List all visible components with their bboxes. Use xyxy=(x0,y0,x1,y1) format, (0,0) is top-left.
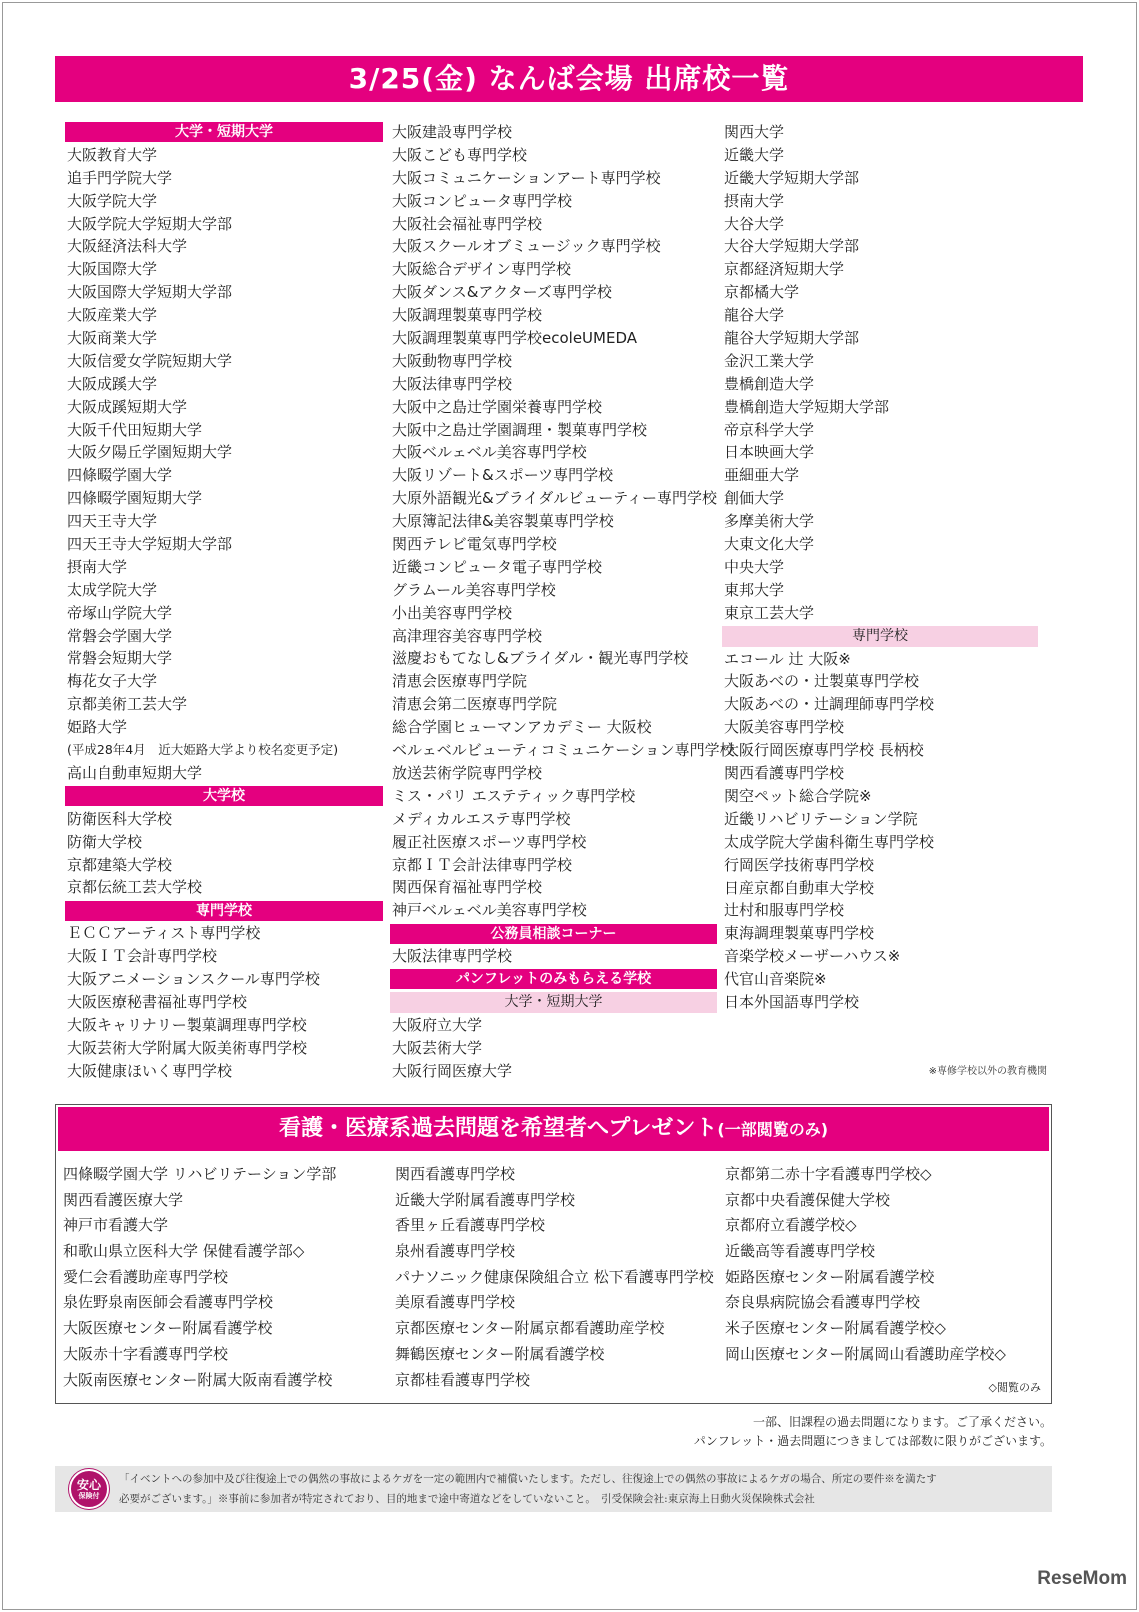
school-list-item: 大阪芸術大学附属大阪美術専門学校 xyxy=(67,1038,308,1057)
past-exams-column-2 xyxy=(395,1162,714,1393)
school-list-item: 大原簿記法律&美容製菓専門学校 xyxy=(392,512,614,531)
school-list-item: 大阪社会福祉専門学校 xyxy=(392,214,543,233)
school-list-item: ミス・パリ エステティック専門学校 xyxy=(392,786,636,805)
school-list-item: 大阪教育大学 xyxy=(67,145,158,164)
school-list-item: 四天王寺大学短期大学部 xyxy=(67,535,233,554)
past-exams-title xyxy=(58,1107,1049,1151)
school-list-item: 大阪美容専門学校 xyxy=(724,718,845,737)
school-list-item: 大阪リゾート&スポーツ専門学校 xyxy=(392,466,614,485)
past-exam-school-item: 大阪医療センター附属看護学校 xyxy=(63,1319,273,1338)
school-list-item: 東京工芸大学 xyxy=(724,603,815,622)
insurance-line-2: 必要がございます。」※事前に参加者が特定されており、目的地まで途中寄道などをしていないこと。 引受保険会社:東京海上日動火災保険株式会社 xyxy=(119,1493,815,1505)
school-list-item: 大阪成蹊短期大学 xyxy=(67,397,188,416)
school-list-item: 金沢工業大学 xyxy=(724,351,815,370)
school-list-item: 大原外語観光&ブライダルビューティー専門学校 xyxy=(392,489,718,508)
school-list-item: 大阪あべの・辻製菓専門学校 xyxy=(724,672,920,691)
school-list-item: 太成学院大学歯科衛生専門学校 xyxy=(724,832,935,851)
school-list-item: 京都伝統工芸大学校 xyxy=(67,878,203,897)
school-list-item: 大阪総合デザイン専門学校 xyxy=(392,260,571,279)
past-exam-school-item: 和歌山県立医科大学 保健看護学部◇ xyxy=(63,1242,305,1261)
school-list-item: 大阪コミュニケーションアート専門学校 xyxy=(392,168,661,187)
badge-top-text: 安心 xyxy=(76,1477,101,1492)
past-exam-school-item: パナソニック健康保険組合立 松下看護専門学校 xyxy=(395,1267,714,1286)
past-exam-school-item: 愛仁会看護助産専門学校 xyxy=(63,1267,229,1286)
school-list-item: 防衛大学校 xyxy=(67,832,143,851)
badge-bottom-text: 保険付 xyxy=(78,1491,100,1500)
school-list-item: グラムール美容専門学校 xyxy=(392,580,556,599)
school-list-item: 関空ペット総合学院※ xyxy=(724,786,872,805)
school-list-item: 大阪コンピュータ専門学校 xyxy=(392,191,573,210)
resemom-logo: ReseMom xyxy=(1037,1568,1127,1589)
past-exams-title-main: 看護・医療系過去問題を希望者へプレゼント xyxy=(278,1116,718,1141)
school-list-item: 東邦大学 xyxy=(724,580,785,599)
insurance-notice xyxy=(55,1466,1052,1512)
school-list-item: 龍谷大学 xyxy=(724,306,785,325)
school-list-item: 大阪ＩＴ会計専門学校 xyxy=(67,947,218,966)
school-list-item: 大阪法律専門学校 xyxy=(392,947,513,966)
school-list-item: 大阪こども専門学校 xyxy=(392,145,528,164)
school-list-item: 姫路大学 xyxy=(67,718,128,737)
school-list-item: 亜細亜大学 xyxy=(724,466,800,485)
school-list-item: 関西大学 xyxy=(724,123,785,141)
past-exams-title-suffix: (一部閲覧のみ) xyxy=(717,1120,829,1139)
school-list-item: 日本外国語専門学校 xyxy=(724,992,860,1011)
note-old-curriculum: 一部、旧課程の過去問題になります。ご了承ください。 xyxy=(752,1415,1052,1429)
past-exams-section xyxy=(55,1104,1052,1404)
column-2 xyxy=(390,121,735,1083)
school-list-item: 近畿大学 xyxy=(724,145,785,164)
school-list-item: 大阪キャリナリー製菓調理専門学校 xyxy=(67,1015,307,1034)
school-list-item: 行岡医学技術専門学校 xyxy=(724,855,875,874)
insurance-line-1: 「イベントへの参加中及び往復途上での偶然の事故によるケガを一定の範囲内で補償いたします。ただし、往復途上での偶然の事故によるケガの場合、所定の要件※を満たす xyxy=(119,1473,937,1485)
past-exams-column-3 xyxy=(725,1162,1006,1368)
school-list-item: 龍谷大学短期大学部 xyxy=(724,329,860,348)
school-list-item: 大阪建設専門学校 xyxy=(392,123,513,141)
school-list-item: 代官山音楽院※ xyxy=(724,970,827,989)
past-exam-school-item: 関西看護医療大学 xyxy=(63,1190,184,1209)
school-list-item: 大阪法律専門学校 xyxy=(392,374,513,393)
school-list-item: 京都美術工芸大学 xyxy=(67,695,188,714)
note-limited-copies: パンフレット・過去問題につきましては部数に限りがございます。 xyxy=(693,1434,1052,1448)
school-list-item: 神戸ベルェベル美容専門学校 xyxy=(392,901,587,920)
school-list-item: 摂南大学 xyxy=(67,557,128,576)
school-list-item: 日産京都自動車大学校 xyxy=(724,878,875,897)
school-list-item: 関西保育福祉専門学校 xyxy=(392,878,543,897)
school-list-item: 太成学院大学 xyxy=(67,580,158,599)
school-list-item: 日本映画大学 xyxy=(724,443,815,462)
school-list-item: 小出美容専門学校 xyxy=(392,603,513,622)
school-list-item: 大阪学院大学短期大学部 xyxy=(67,214,233,233)
school-list-item: ベルェベルビューティコミュニケーション専門学校 xyxy=(392,741,735,760)
school-list-item: 京都建築大学校 xyxy=(67,855,173,874)
school-list-item: 大阪夕陽丘学園短期大学 xyxy=(67,443,233,462)
past-exam-school-item: 四條畷学園大学 リハビリテーション学部 xyxy=(63,1165,337,1183)
school-list-item: 大阪芸術大学 xyxy=(392,1038,483,1057)
past-exam-school-item: 神戸市看護大学 xyxy=(63,1216,169,1235)
school-list-item: 大阪信愛女学院短期大学 xyxy=(67,351,233,370)
school-list-item: 中央大学 xyxy=(724,557,785,576)
view-only-note: ◇閲覧のみ xyxy=(988,1381,1041,1394)
school-list-item: 大谷大学 xyxy=(724,214,785,233)
school-list-item: 四條畷学園短期大学 xyxy=(67,489,203,508)
column-1 xyxy=(65,121,383,1082)
past-exam-school-item: 京都第二赤十字看護専門学校◇ xyxy=(725,1165,932,1183)
insurance-badge-icon xyxy=(69,1469,109,1509)
school-list-item: 大阪経済法科大学 xyxy=(67,237,188,256)
school-list-item: 大阪あべの・辻調理師専門学校 xyxy=(724,695,935,714)
past-exam-school-item: 京都桂看護専門学校 xyxy=(395,1370,531,1389)
school-list-item: 帝塚山学院大学 xyxy=(67,603,173,622)
past-exam-school-item: 大阪赤十字看護専門学校 xyxy=(63,1344,229,1363)
school-list-item: 大阪産業大学 xyxy=(67,306,158,325)
school-list-item: 摂南大学 xyxy=(724,191,785,210)
school-list-item: 創価大学 xyxy=(724,489,785,508)
school-list-item: 大阪千代田短期大学 xyxy=(67,420,203,439)
school-list-item: 防衛医科大学校 xyxy=(67,809,173,828)
past-exam-school-item: 奈良県病院協会看護専門学校 xyxy=(725,1293,921,1312)
school-list-item: 梅花女子大学 xyxy=(67,672,158,691)
school-list-item: 常磐会学園大学 xyxy=(67,626,173,645)
past-exams-column-1 xyxy=(63,1162,336,1393)
school-list-item: エコール 辻 大阪※ xyxy=(724,649,851,668)
school-list-item: 大阪成蹊大学 xyxy=(67,374,158,393)
school-list-item: 豊橋創造大学 xyxy=(724,374,815,393)
school-list-item: 清恵会医療専門学院 xyxy=(392,672,528,691)
column-3 xyxy=(722,121,1038,1014)
school-list-item: 大阪ベルェベル美容専門学校 xyxy=(392,443,587,462)
school-list-item: 高津理容美容専門学校 xyxy=(392,626,543,645)
school-list-item: 大阪ダンス&アクターズ専門学校 xyxy=(392,283,612,302)
school-list-item: 京都ＩＴ会計法律専門学校 xyxy=(392,855,573,874)
past-exam-school-item: 泉州看護専門学校 xyxy=(395,1242,516,1261)
school-list-item: 大阪行岡医療大学 xyxy=(392,1061,513,1080)
past-exam-school-item: 香里ヶ丘看護専門学校 xyxy=(395,1216,546,1235)
page-title: 3/25(金) なんば会場 出席校一覧 xyxy=(55,56,1083,102)
school-list-item: 四條畷学園大学 xyxy=(67,466,173,485)
school-list-item: 音楽学校メーザーハウス※ xyxy=(724,947,901,966)
school-list-item: 追手門学院大学 xyxy=(67,168,173,187)
school-note: (平成28年4月 近大姫路大学より校名変更予定) xyxy=(67,742,339,758)
school-list-item: 大阪健康ほいく専門学校 xyxy=(67,1061,233,1080)
school-list-item: 四天王寺大学 xyxy=(67,512,158,531)
past-exam-school-item: 京都中央看護保健大学校 xyxy=(725,1190,891,1209)
past-exam-school-item: 関西看護専門学校 xyxy=(395,1165,516,1183)
school-list-item: 豊橋創造大学短期大学部 xyxy=(724,397,890,416)
insurance-text xyxy=(119,1469,937,1509)
subcategory-header: 大学・短期大学 xyxy=(390,992,717,1013)
school-list-item: 辻村和服専門学校 xyxy=(724,901,845,920)
category-header: 公務員相談コーナー xyxy=(390,924,717,944)
school-list-item: 大阪府立大学 xyxy=(392,1015,483,1034)
school-list-item: メディカルエステ専門学校 xyxy=(392,809,571,828)
footnote-non-vocational: ※専修学校以外の教育機関 xyxy=(928,1066,1047,1077)
category-header: 専門学校 xyxy=(65,901,383,921)
school-list-item: 滋慶おもてなし&ブライダル・観光専門学校 xyxy=(392,649,689,668)
school-list-item: 京都経済短期大学 xyxy=(724,260,845,279)
past-exam-school-item: 泉佐野泉南医師会看護専門学校 xyxy=(63,1293,274,1312)
school-list-item: 大東文化大学 xyxy=(724,535,815,554)
subcategory-header: 専門学校 xyxy=(722,626,1038,647)
school-list-item: 大阪国際大学 xyxy=(67,260,158,279)
past-exam-school-item: 近畿大学附属看護専門学校 xyxy=(395,1190,576,1209)
category-header: 大学・短期大学 xyxy=(65,122,383,142)
past-exam-school-item: 近畿高等看護専門学校 xyxy=(725,1242,876,1261)
category-header: パンフレットのみもらえる学校 xyxy=(390,969,717,989)
school-list-item: 放送芸術学院専門学校 xyxy=(392,763,543,782)
school-list-item: ＥＣＣアーティスト専門学校 xyxy=(67,924,261,943)
school-list-item: 近畿大学短期大学部 xyxy=(724,168,860,187)
school-list-item: 総合学園ヒューマンアカデミー 大阪校 xyxy=(392,718,652,737)
school-list-item: 大阪調理製菓専門学校ecoleUMEDA xyxy=(392,329,637,348)
school-list-item: 大阪医療秘書福祉専門学校 xyxy=(67,992,248,1011)
school-list-item: 京都橘大学 xyxy=(724,283,800,302)
school-list-item: 大阪中之島辻学園調理・製菓専門学校 xyxy=(392,420,648,439)
school-list-item: 関西看護専門学校 xyxy=(724,764,845,783)
school-list-item: 大阪スクールオブミュージック専門学校 xyxy=(392,237,661,256)
school-list-item: 大阪動物専門学校 xyxy=(392,351,513,370)
category-header: 大学校 xyxy=(65,786,383,806)
past-exam-school-item: 岡山医療センター附属岡山看護助産学校◇ xyxy=(725,1344,1006,1363)
school-list-item: 履正社医療スポーツ専門学校 xyxy=(392,832,587,851)
past-exam-school-item: 京都府立看護学校◇ xyxy=(725,1216,857,1235)
past-exam-school-item: 米子医療センター附属看護学校◇ xyxy=(725,1319,946,1338)
past-exam-school-item: 姫路医療センター附属看護学校 xyxy=(725,1267,935,1286)
past-exam-school-item: 舞鶴医療センター附属看護学校 xyxy=(395,1344,605,1363)
school-list-item: 大阪調理製菓専門学校 xyxy=(392,306,543,325)
school-list-item: 帝京科学大学 xyxy=(724,420,815,439)
school-list-item: 常磐会短期大学 xyxy=(67,649,173,668)
school-list-item: 清恵会第二医療専門学院 xyxy=(392,695,558,714)
school-list-item: 大谷大学短期大学部 xyxy=(724,237,860,256)
school-list-item: 多摩美術大学 xyxy=(724,512,815,531)
school-list-item: 大阪国際大学短期大学部 xyxy=(67,283,233,302)
past-exam-school-item: 大阪南医療センター附属大阪南看護学校 xyxy=(63,1370,333,1389)
school-list-item: 近畿コンピュータ電子専門学校 xyxy=(392,557,603,576)
past-exam-school-item: 美原看護専門学校 xyxy=(395,1293,516,1312)
school-list-item: 大阪中之島辻学園栄養専門学校 xyxy=(392,397,603,416)
school-list-item: 高山自動車短期大学 xyxy=(67,763,203,782)
school-list-item: 大阪行岡医療専門学校 長柄校 xyxy=(724,741,924,760)
school-list-item: 東海調理製菓専門学校 xyxy=(724,924,875,943)
school-list-item: 大阪アニメーションスクール専門学校 xyxy=(67,969,320,988)
school-list-item: 大阪商業大学 xyxy=(67,329,158,348)
school-list-item: 近畿リハビリテーション学院 xyxy=(724,809,918,828)
school-list-item: 関西テレビ電気専門学校 xyxy=(392,535,557,554)
school-list-item: 大阪学院大学 xyxy=(67,191,158,210)
past-exam-school-item: 京都医療センター附属京都看護助産学校 xyxy=(395,1319,665,1338)
